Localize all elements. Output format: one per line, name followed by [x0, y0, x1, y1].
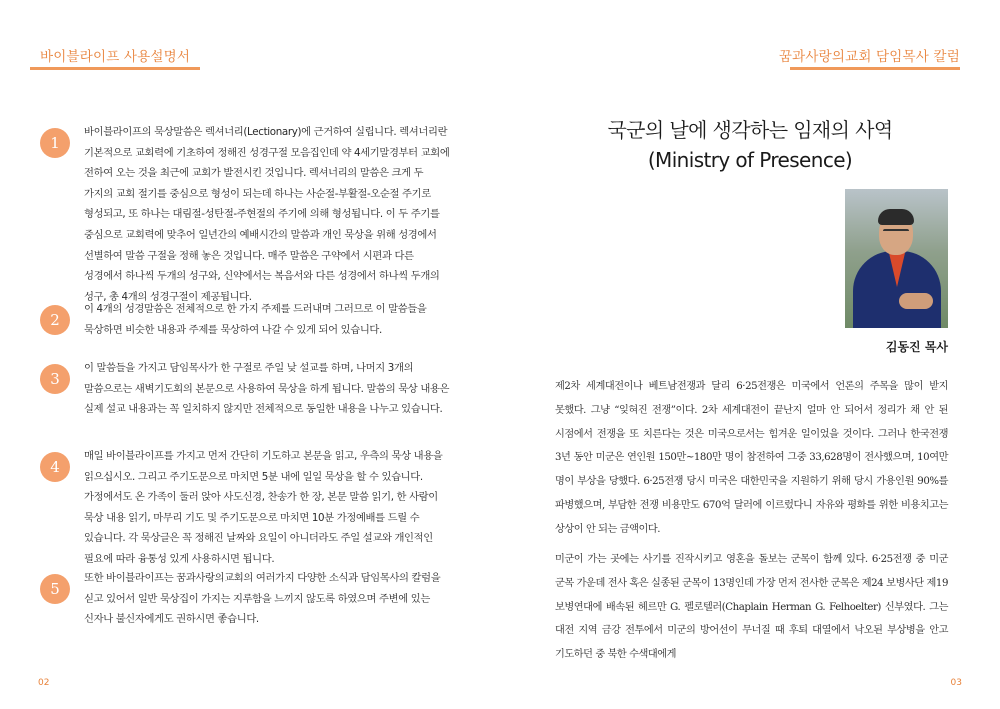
item-number-badge: 1	[40, 128, 70, 158]
left-page-number: 02	[38, 678, 50, 688]
right-page-number: 03	[950, 678, 962, 688]
item-text: 이 말씀들을 가지고 담임목사가 한 구절로 주일 낮 설교를 하며, 나머지 3개의 말씀으로는 새벽기도회의 본문으로 사용하여 묵상을 하게 됩니다. 말씀의 묵상 내용은 실제 설교 내용과는 꼭 일치하지 않지만 전체적으로 동일한 내용을 나누고 있습니다.	[84, 362, 450, 416]
author-name: 김동진 목사	[885, 340, 948, 354]
right-page	[500, 0, 1000, 709]
left-header-title: 바이블라이프 사용설명서	[40, 49, 191, 65]
author-photo	[845, 189, 948, 328]
right-header-title: 꿈과사랑의교회 담임목사 칼럼	[778, 49, 960, 65]
item-number-badge: 4	[40, 452, 70, 482]
item-text: 바이블라이프의 묵상말씀은 렉셔너리(Lectionary)에 근거하여 실립니다. 렉셔너리란 기본적으로 교회력에 기초하여 정해진 성경구절 모음집인데 약 4세기말경부터 교회에 전하여 오는 것을 최근에 교회가 발전시킨 것입니다. 렉셔너리의 말씀은 크게 두 가지의 교회 절기를 중심으로 형성이 되는데 하나는 사순절-부활절-오순절 주기로 형성되고, 또 하나는 대림절-성탄절-주현절의 주기에 의해 형성됩니다. 이 두 주기를 중심으로 교회력에 맞추어 일년간의 예배시간의 말씀과 개인 묵상을 위해 성경에서 선별하여 말씀 구절을 정해 놓은 것입니다. 매주 말씀은 구약에서 시편과 다른 성경에서 하나씩 두개의 성구와, 신약에서는 복음서와 다른 성경에서 하나씩 두개의 성구, 총 4개의 성경구절이 제공됩니다.	[84, 126, 450, 303]
article-title-line-2: (Ministry of Presence)	[647, 148, 853, 172]
item-text: 이 4개의 성경말씀은 전체적으로 한 가지 주제를 드러내며 그러므로 이 말씀들을 묵상하면 비슷한 내용과 주제를 묵상하여 나갈 수 있게 되어 있습니다.	[84, 303, 427, 336]
item-text: 또한 바이블라이프는 꿈과사랑의교회의 여러가지 다양한 소식과 담임목사의 칼럼을 싣고 있어서 일반 묵상집이 가지는 지루함을 느끼지 않도록 하였으며 주변에 있는 신자나 불신자에게도 권하시면 좋습니다.	[84, 572, 441, 626]
item-number-badge: 3	[40, 364, 70, 394]
left-header-rule	[30, 67, 200, 70]
item-text: 매일 바이블라이프를 가지고 먼저 간단히 기도하고 본문을 읽고, 우측의 묵상 내용을 읽으십시오. 그리고 주기도문으로 마치면 5분 내에 일일 묵상을 할 수 있습니다. 가정에서도 온 가족이 둘러 앉아 사도신경, 찬송가 한 장, 본문 말씀 읽기, 한 사람이 묵상 내용 읽기, 마무리 기도 및 주기도문으로 마치면 10분 가정예배를 드릴 수 있습니다. 각 묵상글은 꼭 정해진 날짜와 요일이 아니더라도 주일 설교와 개인적인 필요에 따라 융통성 있게 사용하시면 됩니다.	[84, 450, 443, 565]
article-title-line-1: 국군의 날에 생각하는 임재의 사역	[607, 118, 893, 142]
article-paragraph-1: 제2차 세계대전이나 베트남전쟁과 달리 6·25전쟁은 미국에서 언론의 주목을 많이 받지 못했다. 그냥 “잊혀진 전쟁”이다. 2차 세계대전이 끝난지 얼마 안 되어서 정리가 채 안 된 시점에서 전쟁을 또 치른다는 것은 미국으로서는 힘겨운 일이었을 것이다. 그러나 한국전쟁 3년 동안 미군은 연인원 150만~180만 명이 참전하여 그중 33,628명이 전사했으며, 10여만 명이 부상을 당했다. 6·25전쟁 당시 미국은 대한민국을 지원하기 위해 당시 가용인원 90%를 파병했으며, 부담한 전쟁 비용만도 670억 달러에 이르렀다니 자유와 평화를 위한 비용치고는 상상이 안 되는 금액이다.	[555, 381, 948, 535]
right-header-rule	[790, 67, 960, 70]
item-number-badge: 5	[40, 574, 70, 604]
article-title	[540, 115, 960, 175]
item-number-badge: 2	[40, 305, 70, 335]
article-paragraph-2: 미군이 가는 곳에는 사기를 진작시키고 영혼을 돌보는 군목이 함께 있다. 6·25전쟁 중 미군 군목 가운데 전사 혹은 실종된 군목이 13명인데 가장 먼저 전사한 군목은 제24 보병사단 제19 보병연대에 배속된 헤르만 G. 펠로텔러(Chaplain Herman G. Felhoelter) 신부였다. 그는 대전 지역 금강 전투에서 미군의 방어선이 무너질 때 후퇴 대열에서 낙오된 부상병을 안고 기도하던 중 북한 수색대에게	[555, 554, 948, 661]
